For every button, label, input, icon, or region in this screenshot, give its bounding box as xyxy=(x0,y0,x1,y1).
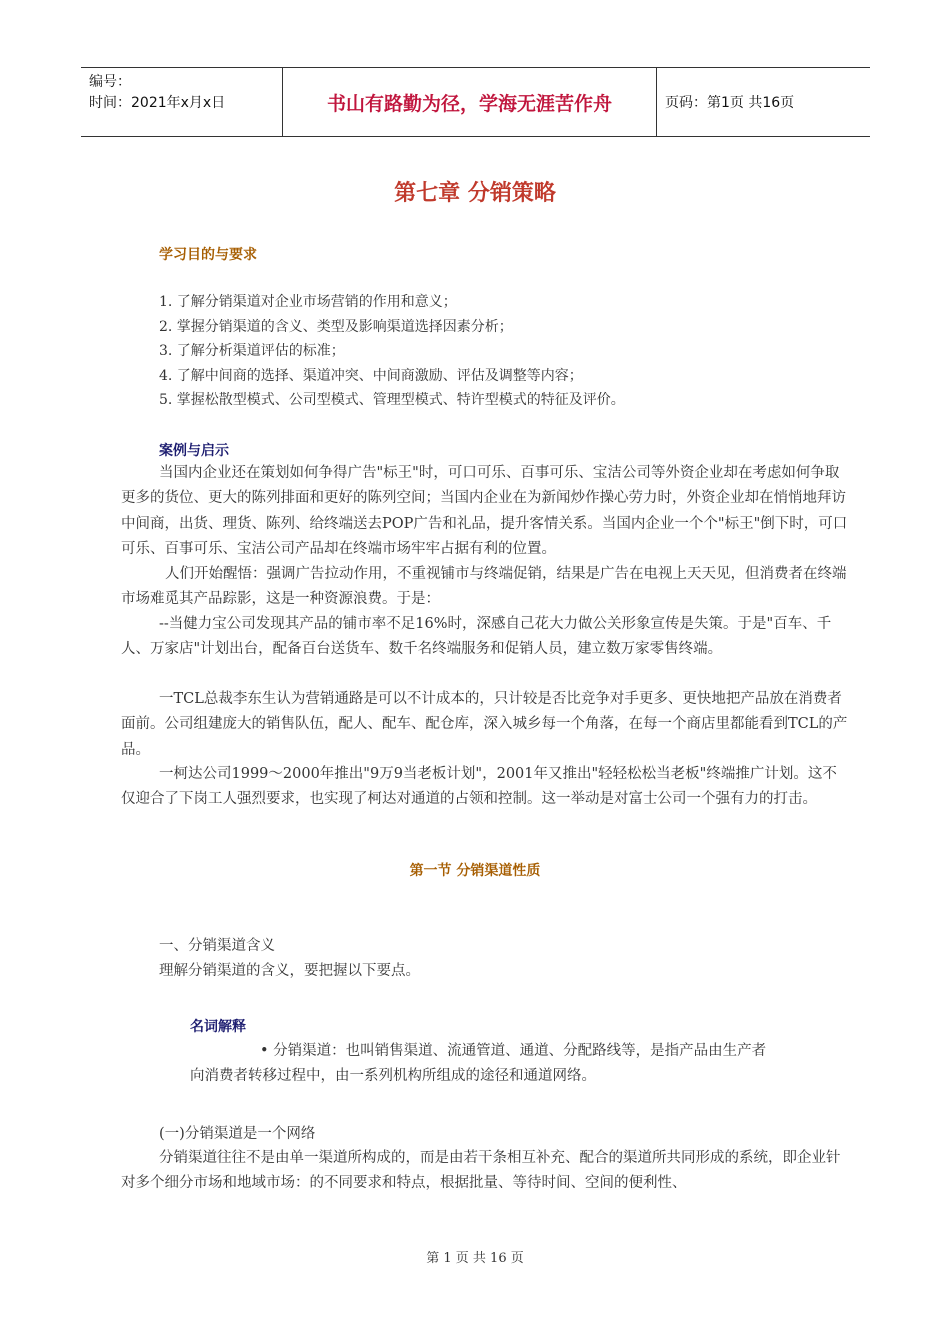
page-footer: 第 1 页 共 16 页 xyxy=(426,1251,524,1266)
case-paragraph-3: --当健力宝公司发现其产品的铺市率不足16%时，深感自己花大力做公关形象宣传是失策。于是"百车、千人、万家店"计划出台，配备百台送货车、数千名终端服务和促销人员，建立数万家零售终端。 xyxy=(121,616,832,658)
goal-item: 1. 了解分销渠道对企业市场营销的作用和意义； xyxy=(159,294,457,310)
goal-item: 4. 了解中间商的选择、渠道冲突、中间商激励、评估及调整等内容； xyxy=(159,367,583,384)
motto: 书山有路勤为径，学海无涯苦作舟 xyxy=(282,68,657,136)
number-label: 编号： xyxy=(89,74,131,90)
section-title: 第一节 分销渠道性质 xyxy=(409,863,541,879)
subsection-text: 理解分销渠道的含义，要把握以下要点。 xyxy=(159,963,420,979)
case-heading: 案例与启示 xyxy=(159,443,229,459)
header-left-cell xyxy=(81,68,282,136)
goals-list xyxy=(159,290,625,413)
point-heading: (一)分销渠道是一个网络 xyxy=(159,1126,316,1142)
goal-item: 2. 掌握分销渠道的含义、类型及影响渠道选择因素分析； xyxy=(159,318,513,335)
subsection-heading: 一、分销渠道含义 xyxy=(159,938,275,954)
goals-heading: 学习目的与要求 xyxy=(159,247,257,263)
goal-item: 3. 了解分析渠道评估的标准； xyxy=(159,343,345,359)
point-text: 分销渠道往往不是由单一渠道所构成的，而是由若干条相互补充、配合的渠道所共同形成的系统，即企业针对多个细分市场和地域市场：的不同要求和特点，根据批量、等待时间、空间的便利性、 xyxy=(121,1150,841,1192)
case-paragraph-2: 人们开始醒悟：强调广告拉动作用，不重视铺市与终端促销，结果是广告在电视上天天见，但消费者在终端市场难觅其产品踪影，这是一种资源浪费。于是： xyxy=(121,566,847,608)
header-table xyxy=(81,67,870,137)
goal-item: 5. 掌握松散型模式、公司型模式、管理型模式、特许型模式的特征及评价。 xyxy=(159,392,625,408)
chapter-title: 第七章 分销策略 xyxy=(394,181,556,206)
case-paragraph-5: 一柯达公司1999～2000年推出"9万9当老板计划"，2001年又推出"轻轻松松当老板"终端推广计划。这不仅迎合了下岗工人强烈要求，也实现了柯达对通道的占领和控制。这一举动是对富士公司一个强有力的打击。 xyxy=(121,766,837,808)
time-label: 时间：2021年x月x日 xyxy=(89,95,226,111)
page-info: 页码：第1页 共16页 xyxy=(665,95,795,111)
case-paragraph-1: 当国内企业还在策划如何争得广告"标王"时，可口可乐、百事可乐、宝洁公司等外资企业却在考虑如何争取更多的货位、更大的陈列排面和更好的陈列空间；当国内企业在为新闻炒作操心劳力时，外资企业却在悄悄地拜访中间商，出货、理货、陈列、给终端送去POP广告和礼品，提升客情关系。当国内企业一个个"标王"倒下时，可口可乐、百事可乐、宝洁公司产品却在终端市场牢牢占据有利的位置。 xyxy=(121,465,848,557)
case-paragraph-4: 一TCL总裁李东生认为营销通路是可以不计成本的，只计较是否比竞争对手更多、更快地把产品放在消费者面前。公司组建庞大的销售队伍，配人、配车、配仓库，深入城乡每一个角落，在每一个商店里都能看到TCL的产品。 xyxy=(121,691,848,758)
term-definition: • 分销渠道：也叫销售渠道、流通管道、通道、分配路线等，是指产品由生产者向消费者转移过程中，由一系列机构所组成的途径和通道网络。 xyxy=(190,1043,767,1084)
term-heading: 名词解释 xyxy=(190,1019,246,1035)
